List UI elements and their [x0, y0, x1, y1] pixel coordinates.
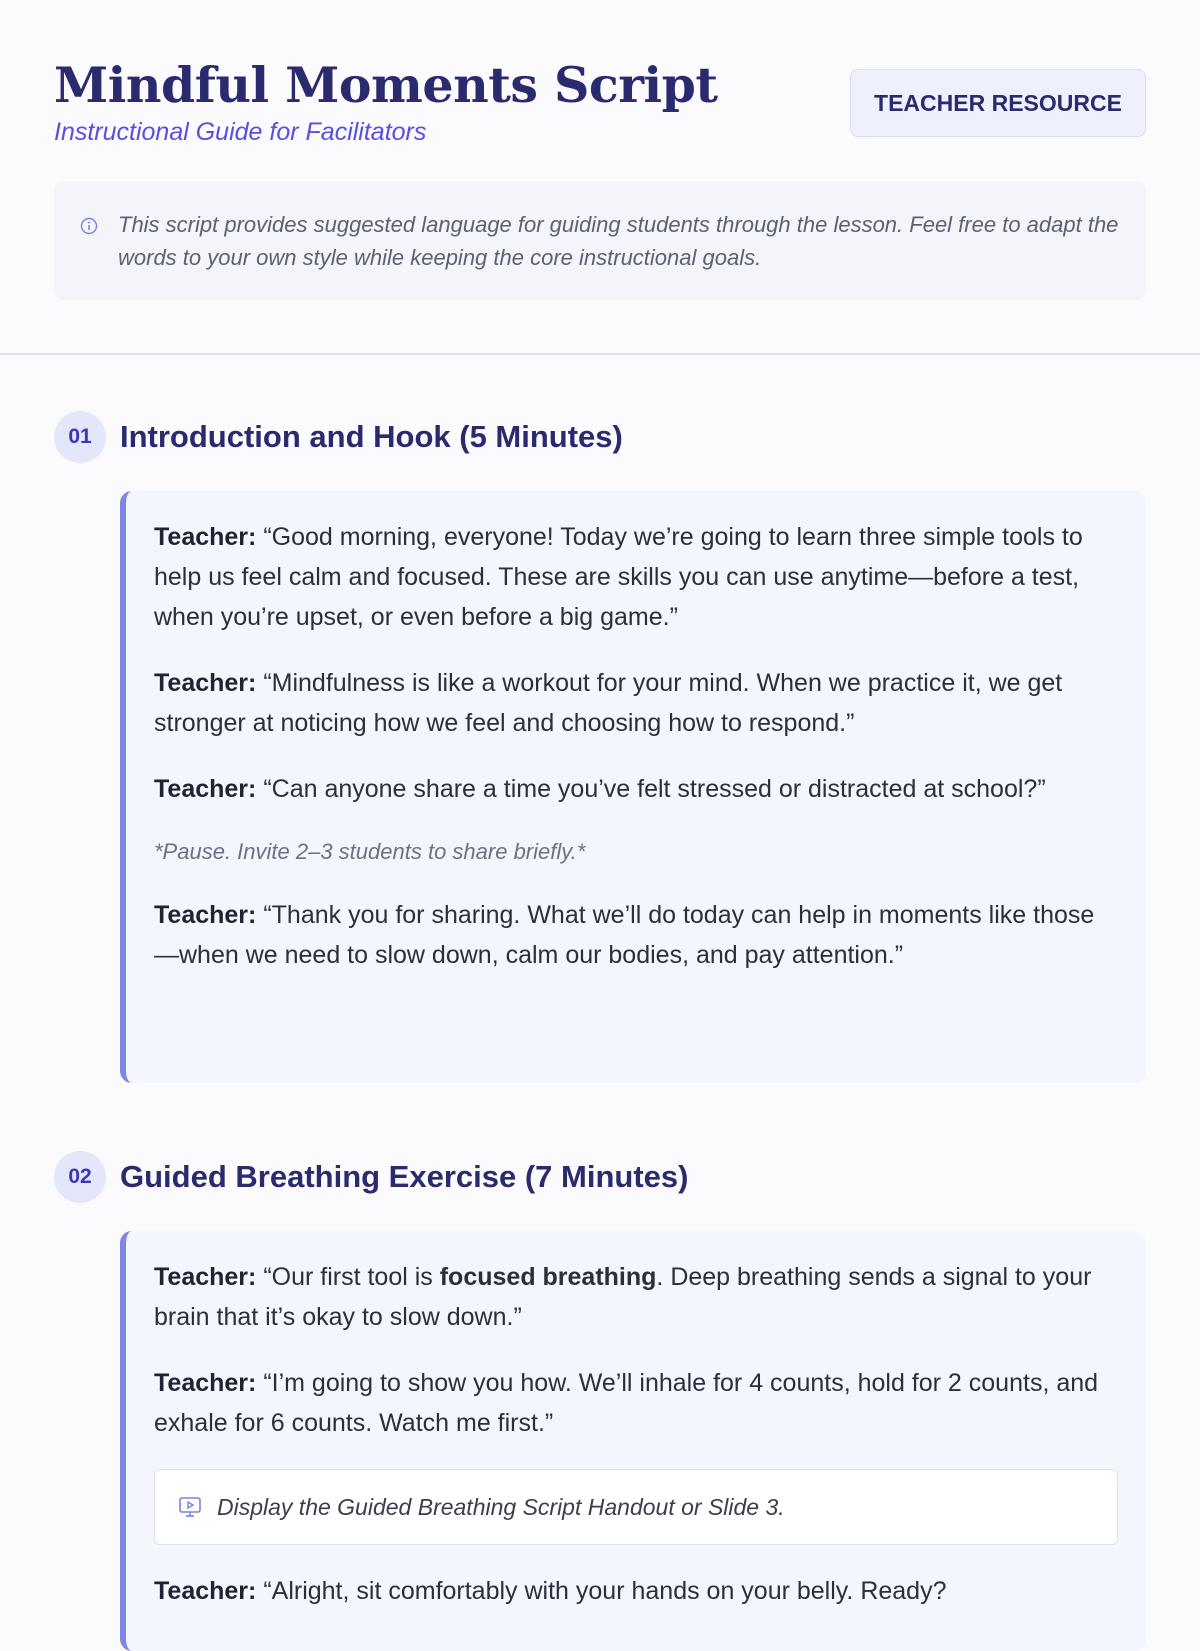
teacher-line [154, 1363, 1118, 1443]
line-text: “Can anyone share a time you’ve felt stressed or distracted at school?” [263, 775, 1046, 803]
line-text: “Mindfulness is like a workout for your mind. When we practice it, we get stronger at noticing how we feel and choosing how to respond.” [154, 669, 1063, 737]
line-text: “Our first tool is [263, 1263, 440, 1291]
display-instruction-text: Display the Guided Breathing Script Handout or Slide 3. [217, 1493, 785, 1520]
script-card-1 [120, 491, 1146, 1083]
page-title: Mindful Moments Script [54, 56, 718, 114]
stage-direction: *Pause. Invite 2–3 students to share briefly.* [154, 839, 586, 864]
teacher-line [154, 1571, 1118, 1611]
page-subtitle: Instructional Guide for Facilitators [54, 118, 427, 146]
teacher-line [154, 517, 1118, 637]
speaker-label: Teacher: [154, 901, 257, 929]
line-text: “Thank you for sharing. What we’ll do today can help in moments like those—when we need to slow down, calm our bodies, and pay attention.” [154, 901, 1095, 969]
speaker-label: Teacher: [154, 669, 257, 697]
section-number-badge: 02 [54, 1151, 106, 1203]
teacher-line [154, 895, 1118, 975]
speaker-label: Teacher: [154, 775, 257, 803]
section-number-badge: 01 [54, 411, 106, 463]
intro-note-text: This script provides suggested language for guiding students through the lesson. Feel free to adapt the words to your own style while keeping the core instructional goals. [118, 211, 1119, 270]
emphasis-text: focused breathing [439, 1263, 657, 1291]
script-card-2 [120, 1231, 1146, 1651]
page-header [0, 0, 1200, 300]
teacher-resource-badge: TEACHER RESOURCE [850, 69, 1146, 137]
teacher-line [154, 1257, 1118, 1337]
line-text: “Good morning, everyone! Today we’re going to learn three simple tools to help us feel calm and focused. These are skills you can use anytime—before a test, when you’re upset, or even before a big game.” [154, 523, 1083, 631]
speaker-label: Teacher: [154, 1263, 257, 1291]
line-text: “Alright, sit comfortably with your hands on your belly. Ready? [263, 1577, 947, 1605]
line-text: “I’m going to show you how. We’ll inhale for 4 counts, hold for 2 counts, and exhale for 6 counts. Watch me first.” [154, 1369, 1099, 1437]
section-title: Guided Breathing Exercise (7 Minutes) [120, 1159, 689, 1194]
teacher-line [154, 769, 1118, 809]
display-instruction [154, 1469, 1118, 1545]
section-title: Introduction and Hook (5 Minutes) [120, 419, 623, 454]
presentation-icon [177, 1494, 203, 1520]
speaker-label: Teacher: [154, 1577, 257, 1605]
speaker-label: Teacher: [154, 1369, 257, 1397]
header-divider [0, 353, 1200, 355]
speaker-label: Teacher: [154, 523, 257, 551]
line-text: . Deep breathing sends a signal to your brain that it’s okay to slow down.” [154, 1263, 1092, 1331]
teacher-line [154, 663, 1118, 743]
intro-note [54, 181, 1146, 300]
section-header-1 [54, 411, 623, 463]
section-header-2 [54, 1151, 688, 1203]
info-icon [80, 217, 98, 235]
